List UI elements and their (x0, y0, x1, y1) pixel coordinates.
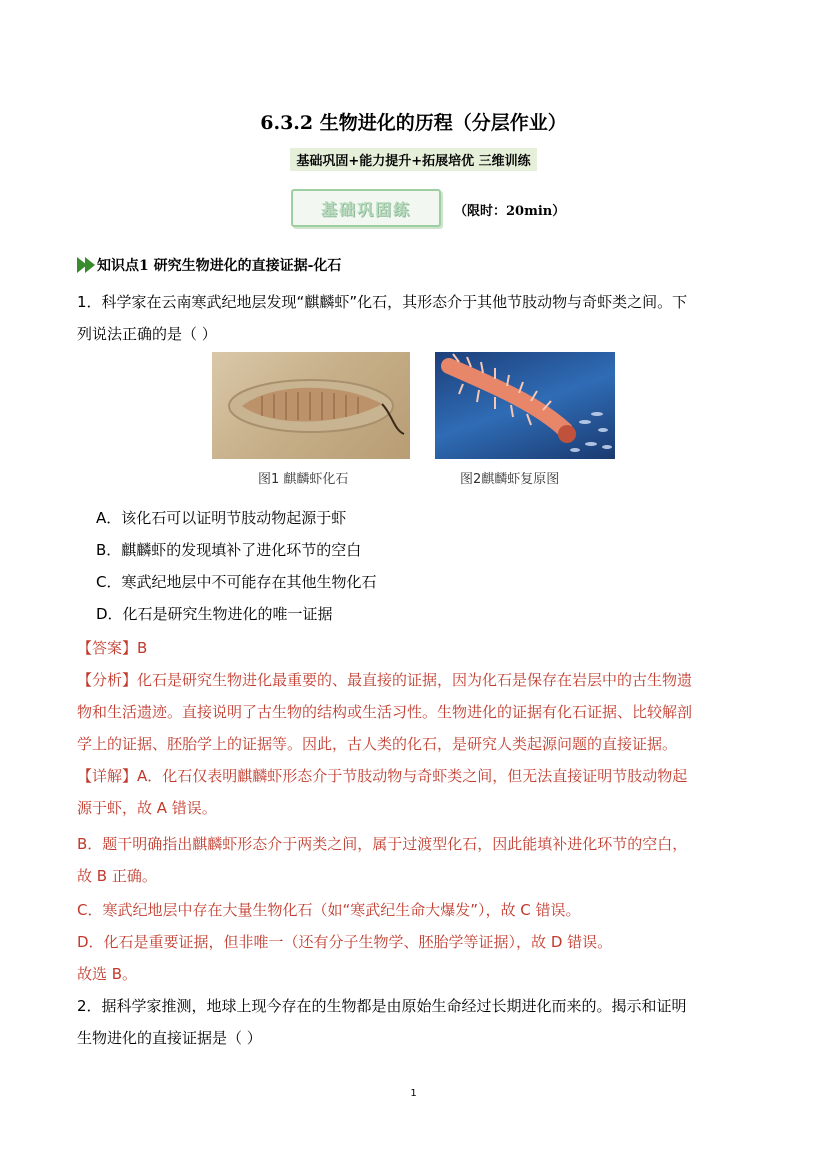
analysis-label: 【分析】 (77, 671, 138, 689)
detail-line7: 故选 B。 (77, 965, 138, 983)
figure1-caption: 图1 麒麟虾化石 (258, 472, 349, 487)
q1-stem-line2: 列说法正确的是（ ） (77, 325, 217, 343)
option-c: C．寒武纪地层中不可能存在其他生物化石 (96, 573, 377, 591)
figure2-caption: 图2麒麟虾复原图 (460, 472, 560, 487)
option-b: B．麒麟虾的发现填补了进化环节的空白 (96, 541, 362, 559)
analysis-line1 (77, 664, 757, 696)
reconstruction-image (435, 352, 615, 459)
option-d: D．化石是研究生物进化的唯一证据 (96, 605, 333, 623)
page-title: 6.3.2 生物进化的历程（分层作业） (260, 112, 567, 134)
detail-line2: 源于虾，故 A 错误。 (77, 799, 217, 817)
subtitle-wrap (0, 148, 827, 171)
detail-line5: C．寒武纪地层中存在大量生物化石（如“寒武纪生命大爆发”），故 C 错误。 (77, 901, 581, 919)
detail-label: 【详解】 (77, 767, 138, 785)
detail-text1: A．化石仅表明麒麟虾形态介于节肢动物与奇虾类之间，但无法直接证明节肢动物起 (137, 767, 688, 785)
knowledge-point-label: 知识点1 研究生物进化的直接证据-化石 (97, 258, 342, 274)
section-badge-label: 基础巩固练 (320, 199, 411, 219)
detail-line6: D．化石是重要证据，但非唯一（还有分子生物学、胚胎学等证据），故 D 错误。 (77, 933, 613, 951)
analysis-text1: 化石是研究生物进化最重要的、最直接的证据，因为化石是保存在岩层中的古生物遗 (137, 671, 693, 689)
q2-stem-line1: 2．据科学家推测，地球上现今存在的生物都是由原始生命经过长期进化而来的。揭示和证明 (77, 997, 687, 1015)
answer-value: B (137, 639, 148, 657)
section-badge (291, 189, 441, 227)
time-limit: （限时：20min） (454, 204, 566, 219)
detail-line1 (77, 760, 757, 792)
answer-label: 【答案】 (77, 639, 138, 657)
q2-stem-line2: 生物进化的直接证据是（ ） (77, 1029, 262, 1047)
detail-line3: B．题干明确指出麒麟虾形态介于两类之间，属于过渡型化石，因此能填补进化环节的空白， (77, 835, 688, 853)
detail-line4: 故 B 正确。 (77, 867, 157, 885)
q1-stem-line1: 1．科学家在云南寒武纪地层发现“麒麟虾”化石，其形态介于其他节肢动物与奇虾类之间。下 (77, 293, 688, 311)
analysis-line3: 学上的证据、胚胎学上的证据等。因此，古人类的化石，是研究人类起源问题的直接证据。 (77, 735, 678, 753)
page-subtitle: 基础巩固+能力提升+拓展培优 三维训练 (290, 148, 536, 171)
analysis-line2: 物和生活遗迹。直接说明了古生物的结构或生活习性。生物进化的证据有化石证据、比较解剖 (77, 703, 693, 721)
fossil-image (212, 352, 410, 459)
knowledge-point-heading (77, 255, 341, 275)
option-a: A．该化石可以证明节肢动物起源于虾 (96, 509, 347, 527)
page-number: 1 (410, 1088, 417, 1099)
double-arrow-icon (77, 257, 93, 273)
answer-line (77, 632, 757, 664)
